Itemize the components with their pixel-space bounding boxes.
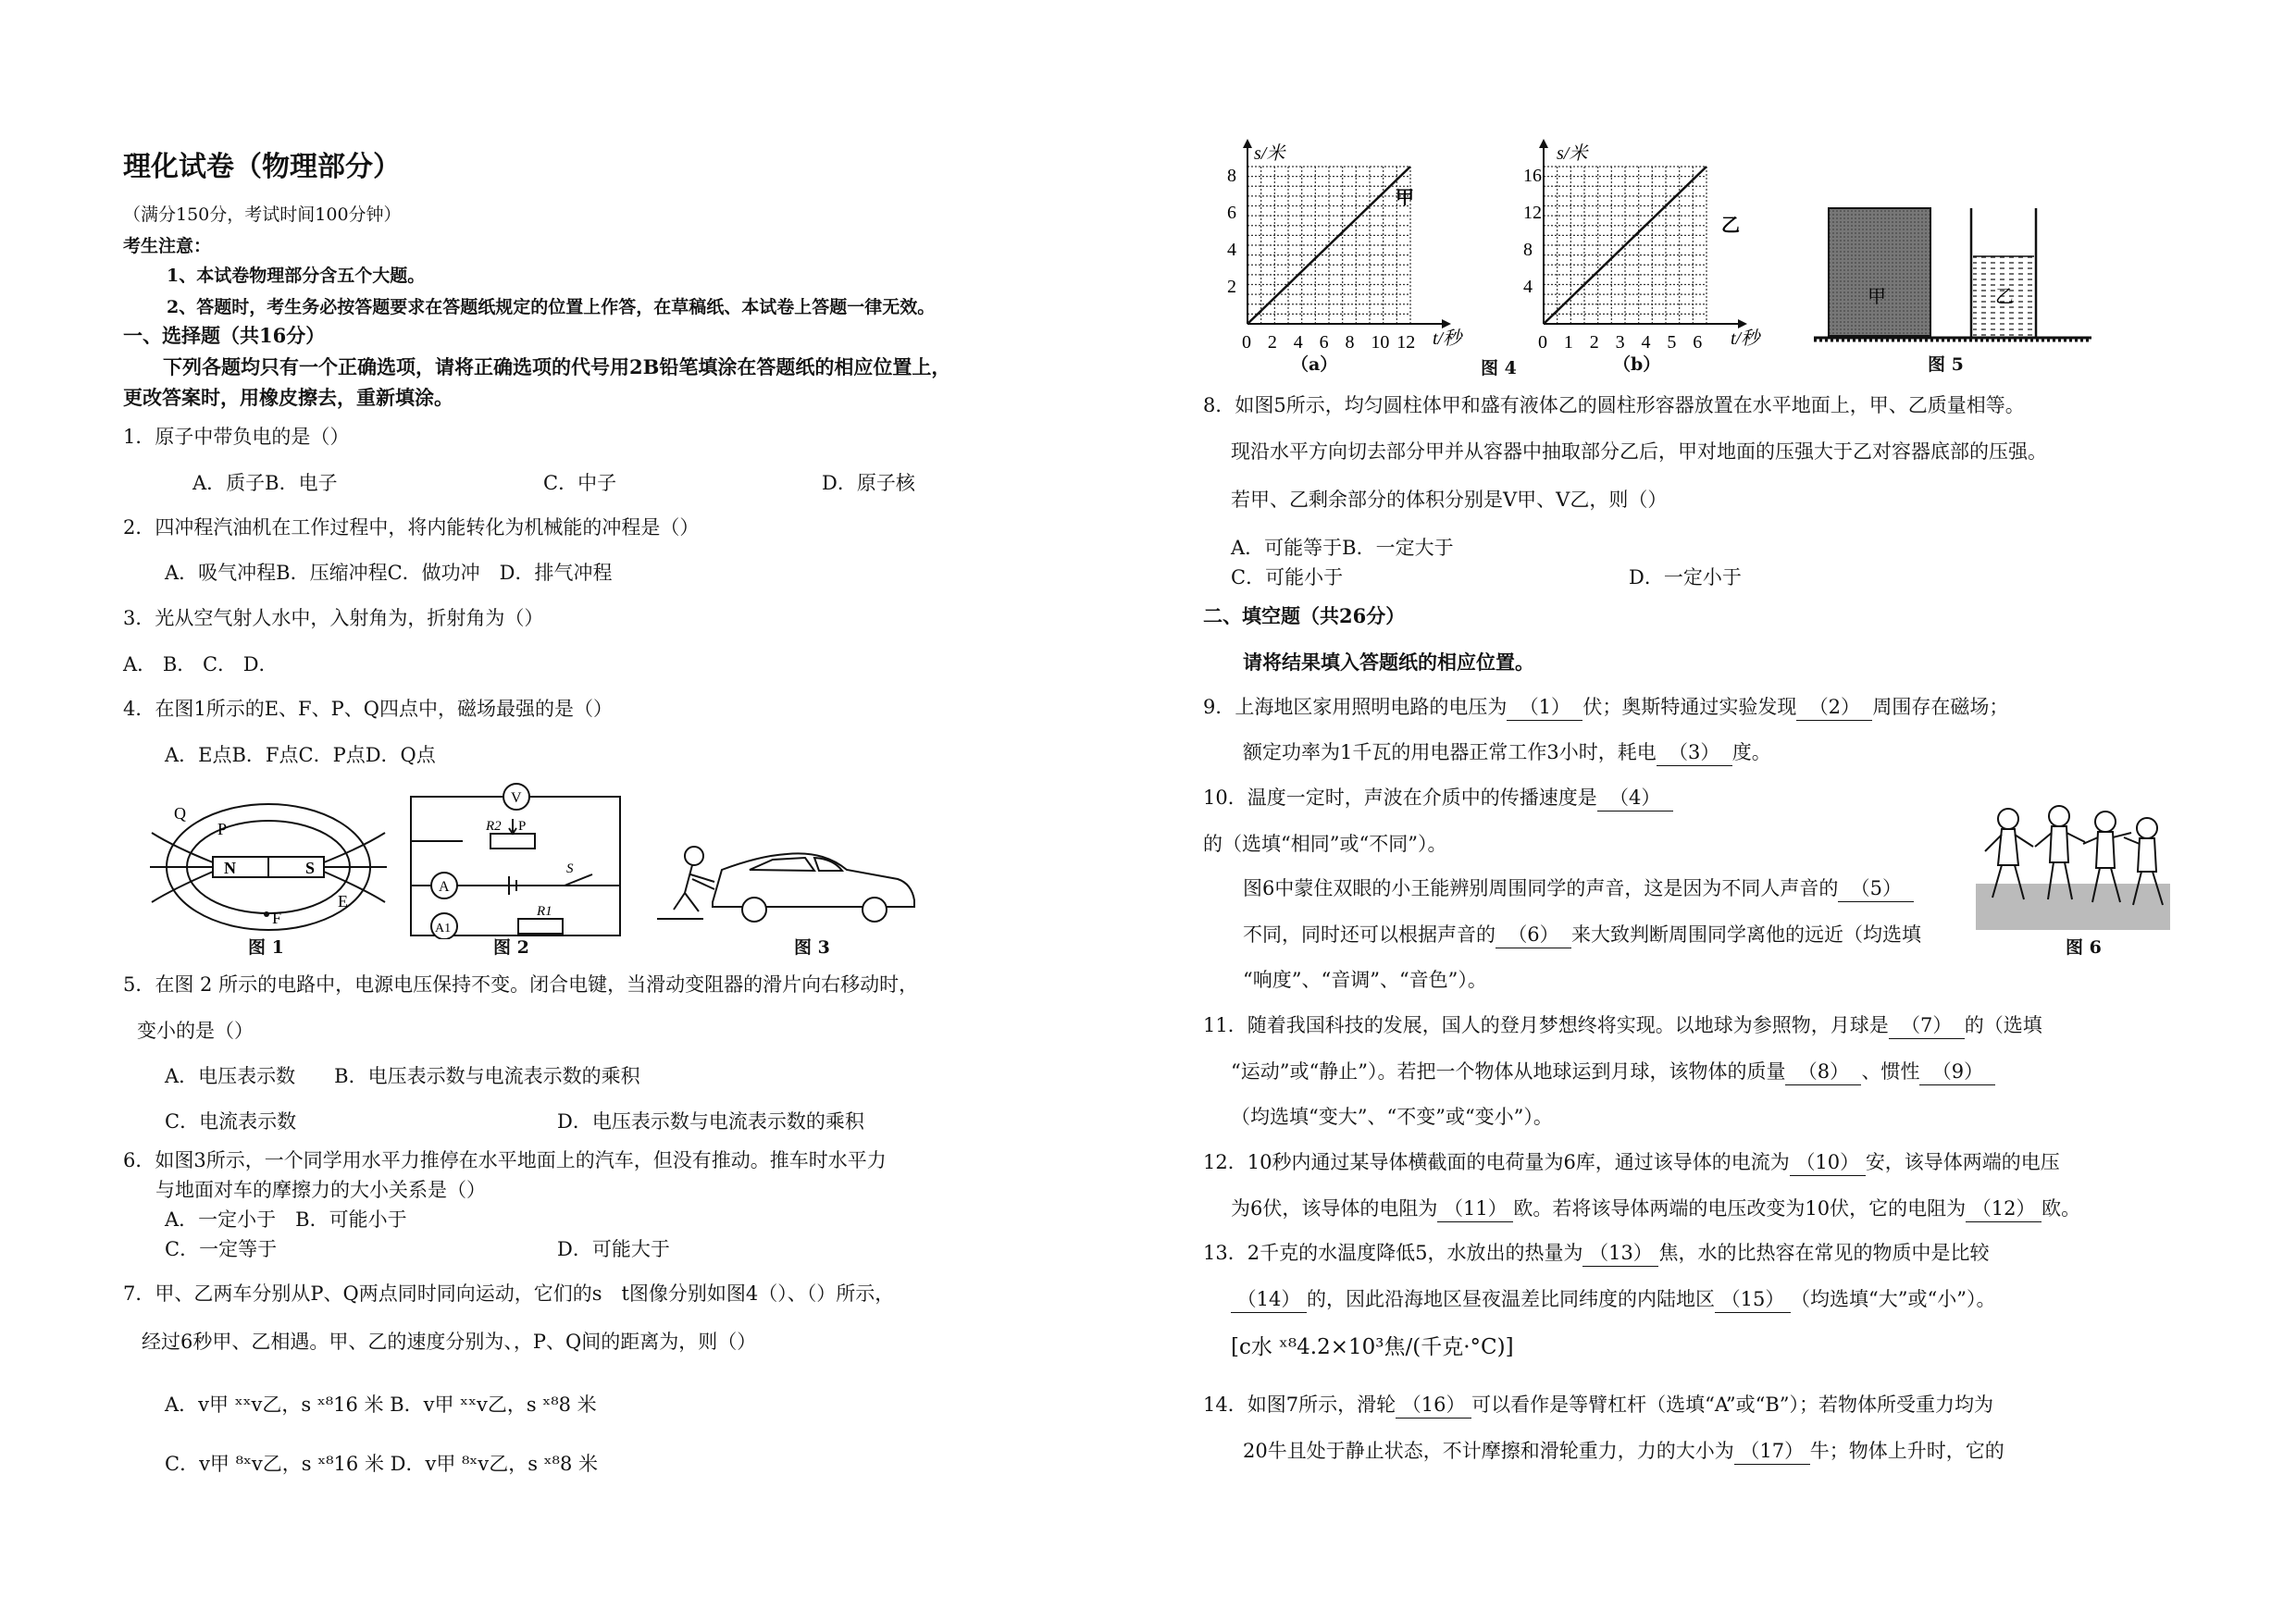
q11-text-1: 11．随着我国科技的发展，国人的登月梦想终将实现。以地球为参照物，月球是 — [1203, 1014, 1889, 1036]
q10-text-5: 来大致判断周围同学离他的远近（均选填 — [1571, 923, 1921, 946]
q9-text-5: 度。 — [1731, 741, 1771, 763]
q10-line-4 — [1243, 922, 1921, 948]
q14-text-3: 20牛且处于静止状态，不计摩擦和滑轮重力，力的大小为 — [1243, 1440, 1734, 1462]
q9-blank-3[interactable]: （3） — [1657, 739, 1732, 766]
section-2-title: 二、填空题（共26分） — [1203, 604, 1406, 627]
q7-option-ab: A．v甲 ˣˣv乙，s ˣ⁸16 米 B．v甲 ˣˣv乙，s ˣ⁸8 米 — [165, 1394, 597, 1416]
q13-text-2: 焦，水的比热容在常见的物质中是比较 — [1658, 1242, 1990, 1264]
figure-4b-chart — [1508, 139, 1786, 361]
q13-line-1 — [1203, 1240, 1989, 1267]
fig4a-ytick: 6 — [1227, 203, 1236, 224]
fig4b-xtick: 6 — [1693, 332, 1703, 353]
q10-text-2: 的（选填“相同”或“不同”）。 — [1203, 833, 1447, 855]
q13-formula: [c水 ˣ⁸4.2×10³焦/(千克·°C)] — [1231, 1335, 1514, 1359]
q5-option-c: C．电流表示数 — [165, 1110, 297, 1133]
section-2-instruction: 请将结果填入答题纸的相应位置。 — [1243, 650, 1534, 674]
q7-stem-1: 7．甲、乙两车分别从P、Q两点同时同向运动，它们的s t图像分别如图4（）、（）所示， — [123, 1282, 895, 1305]
q13-text-4: （均选填“大”或“小”）。 — [1791, 1288, 1996, 1310]
q6-stem-2: 与地面对车的摩擦力的大小关系是（） — [155, 1179, 486, 1201]
fig5-label-jia: 甲 — [1868, 287, 1886, 307]
q2-stem: 2．四冲程汽油机在工作过程中，将内能转化为机械能的冲程是（） — [123, 516, 700, 539]
figure-4-caption: 图 4 — [1481, 358, 1517, 378]
q13-text-1: 13．2千克的水温度降低5，水放出的热量为 — [1203, 1242, 1583, 1264]
q2-options: A．吸气冲程B．压缩冲程C．做功冲 D．排气冲程 — [165, 562, 613, 584]
section-1-title: 一、选择题（共16分） — [123, 324, 326, 347]
fig4b-ytick: 4 — [1523, 277, 1533, 298]
q11-blank-1[interactable]: （7） — [1889, 1012, 1965, 1039]
q1-option-c: C．中子 — [543, 472, 617, 494]
figure-3-caption: 图 3 — [794, 937, 830, 958]
fig1-label-q: Q — [174, 804, 186, 823]
fig4b-ytick: 16 — [1523, 166, 1542, 187]
q14-line-2 — [1243, 1438, 2004, 1465]
q12-blank-2[interactable]: （11） — [1437, 1196, 1513, 1222]
q13-text-3: 的，因此沿海地区昼夜温差比同纬度的内陆地区 — [1307, 1288, 1715, 1310]
q5-stem-2: 变小的是（） — [137, 1020, 254, 1042]
q11-text-2: 的（选填 — [1964, 1014, 2042, 1036]
q6-option-d: D．可能大于 — [557, 1238, 670, 1260]
figure-3-push-car — [648, 828, 925, 930]
q10-blank-2[interactable]: （5） — [1838, 875, 1914, 902]
q10-line-1 — [1203, 785, 1673, 812]
fig4b-series-label: 乙 — [1721, 216, 1740, 236]
q10-text-6: “响度”、“音调”、“音色”）。 — [1243, 969, 1487, 991]
q3-stem: 3．光从空气射人水中，入射角为，折射角为（） — [123, 607, 544, 629]
q5-option-ab: A．电压表示数 B．电压表示数与电流表示数的乘积 — [165, 1065, 640, 1087]
q6-stem-1: 6．如图3所示，一个同学用水平力推停在水平地面上的汽车，但没有推动。推车时水平力 — [123, 1149, 887, 1171]
fig4a-ylabel: s/米 — [1254, 143, 1285, 164]
q4-options: A．E点B．F点C．P点D．Q点 — [165, 744, 436, 766]
q5-option-d: D．电压表示数与电流表示数的乘积 — [557, 1110, 864, 1133]
q13-blank-2[interactable]: （14） — [1231, 1286, 1307, 1313]
q1-stem: 1．原子中带负电的是（） — [123, 426, 350, 448]
fig1-label-n: N — [224, 859, 236, 877]
q11-blank-2[interactable]: （8） — [1785, 1059, 1861, 1085]
figure-2-circuit — [407, 782, 629, 939]
q8-stem-3: 若甲、乙剩余部分的体积分别是V甲、V乙，则（） — [1231, 489, 1668, 511]
q10-text-3: 图6中蒙住双眼的小王能辨别周围同学的声音，这是因为不同人声音的 — [1243, 877, 1839, 899]
q14-blank-2[interactable]: （17） — [1734, 1438, 1810, 1465]
q9-blank-1[interactable]: （1） — [1507, 694, 1582, 721]
q10-blank-1[interactable]: （4） — [1597, 785, 1673, 812]
q9-text-3: 周围存在磁场； — [1872, 696, 2009, 718]
q12-blank-3[interactable]: （12） — [1966, 1196, 2042, 1222]
q11-text-4: 、惯性 — [1861, 1060, 1920, 1083]
fig2-label-v: V — [511, 790, 522, 806]
q7-stem-2: 经过6秒甲、乙相遇。甲、乙的速度分别为、，P、Q间的距离为，则（） — [142, 1331, 757, 1353]
figure-4b-subcaption: （b） — [1613, 354, 1661, 375]
q9-blank-2[interactable]: （2） — [1796, 694, 1872, 721]
figure-4a-subcaption: （a） — [1291, 354, 1338, 375]
q11-line-1 — [1203, 1012, 2042, 1039]
q12-line-1 — [1203, 1149, 2060, 1176]
fig4b-xtick: 0 — [1538, 332, 1547, 353]
fig4a-xtick: 10 — [1371, 332, 1390, 353]
figure-5-caption: 图 5 — [1928, 354, 1964, 375]
fig4a-xtick: 0 — [1242, 332, 1251, 353]
fig4a-ytick: 4 — [1227, 240, 1236, 261]
fig4a-xtick: 8 — [1345, 332, 1355, 353]
fig1-label-p: P — [217, 820, 228, 838]
q12-line-2 — [1231, 1196, 2080, 1222]
fig4b-ytick: 12 — [1523, 203, 1542, 224]
fig4a-xtick: 4 — [1293, 332, 1303, 353]
q13-line-2 — [1231, 1286, 1995, 1313]
figure-6-children — [1976, 796, 2170, 930]
q12-text-5: 欧。 — [2042, 1197, 2081, 1220]
q14-text-1: 14．如图7所示，滑轮 — [1203, 1394, 1396, 1416]
q3-options: A． B． C． D． — [123, 653, 279, 675]
q10-text-1: 10．温度一定时，声波在介质中的传播速度是 — [1203, 787, 1597, 809]
fig2-label-p: P — [518, 819, 527, 834]
fig4a-ytick: 2 — [1227, 277, 1236, 298]
q9-text-4: 额定功率为1千瓦的用电器正常工作3小时，耗电 — [1243, 741, 1657, 763]
fig4a-xtick: 12 — [1396, 332, 1416, 353]
figure-1-magnet — [148, 796, 389, 958]
q6-option-ab: A．一定小于 B．可能小于 — [165, 1208, 407, 1231]
q11-text-5: （均选填“变大”、“不变”或“变小”）。 — [1231, 1106, 1553, 1128]
q13-blank-1[interactable]: （13） — [1582, 1240, 1658, 1267]
figure-1-caption: 图 1 — [248, 937, 284, 958]
fig4b-xlabel: t/秒 — [1731, 328, 1760, 349]
fig1-label-e: E — [338, 892, 348, 911]
fig4a-series-label: 甲 — [1396, 188, 1414, 208]
section-1-instruction-1: 下列各题均只有一个正确选项，请将正确选项的代号用2B铅笔填涂在答题纸的相应位置上， — [163, 355, 951, 378]
q6-option-c: C．一定等于 — [165, 1238, 278, 1260]
fig4a-xtick: 2 — [1267, 332, 1277, 353]
q4-stem: 4．在图1所示的E、F、P、Q四点中，磁场最强的是（） — [123, 698, 613, 720]
q9-line-2 — [1243, 739, 1771, 766]
fig4b-xtick: 4 — [1641, 332, 1651, 353]
figure-4a-chart — [1212, 139, 1490, 361]
q9-text-1: 9．上海地区家用照明电路的电压为 — [1203, 696, 1508, 718]
q14-text-4: 牛；物体上升时，它的 — [1809, 1440, 2004, 1462]
q11-line-2 — [1231, 1059, 1995, 1085]
figure-2-caption: 图 2 — [493, 937, 529, 958]
q8-option-d: D．一定小于 — [1629, 566, 1742, 588]
fig4b-xtick: 5 — [1667, 332, 1677, 353]
q10-text-4: 不同，同时还可以根据声音的 — [1243, 923, 1496, 946]
fig4b-xtick: 1 — [1563, 332, 1573, 353]
fig4a-xtick: 6 — [1319, 332, 1329, 353]
q1-option-d: D．原子核 — [822, 472, 915, 494]
fig2-label-a1: A1 — [435, 922, 452, 935]
fig1-label-f: F — [272, 909, 282, 927]
fig4a-xlabel: t/秒 — [1433, 328, 1462, 349]
q9-line-1 — [1203, 694, 2008, 721]
q11-blank-3[interactable]: （9） — [1919, 1059, 1995, 1085]
q8-stem-2: 现沿水平方向切去部分甲并从容器中抽取部分乙后，甲对地面的压强大于乙对容器底部的压强。 — [1231, 440, 2047, 463]
q8-option-ab: A．可能等于B．一定大于 — [1231, 537, 1454, 559]
q12-text-2: 安，该导体两端的电压 — [1865, 1151, 2060, 1173]
fig2-label-a: A — [439, 879, 450, 895]
q12-blank-1[interactable]: （10） — [1790, 1149, 1866, 1176]
q13-blank-3[interactable]: （15） — [1715, 1286, 1791, 1313]
notice-2: 2、答题时，考生务必按答题要求在答题纸规定的位置上作答，在草稿纸、本试卷上答题一律无效。 — [167, 297, 936, 317]
section-1-instruction-2: 更改答案时，用橡皮擦去，重新填涂。 — [123, 386, 453, 409]
q9-text-2: 伏；奥斯特通过实验发现 — [1582, 696, 1797, 718]
fig4b-xtick: 3 — [1615, 332, 1625, 353]
q5-stem-1: 5．在图 2 所示的电路中，电源电压保持不变。闭合电键，当滑动变阻器的滑片向右移动时， — [123, 973, 919, 996]
page-title: 理化试卷（物理部分） — [123, 151, 401, 183]
q11-text-3: “运动”或“静止”）。若把一个物体从地球运到月球，该物体的质量 — [1231, 1060, 1786, 1083]
fig1-label-s: S — [305, 859, 316, 877]
q1-option-ab: A．质子B．电子 — [192, 472, 338, 494]
q14-blank-1[interactable]: （16） — [1396, 1392, 1471, 1419]
fig2-label-r1: R1 — [537, 904, 552, 919]
q12-text-1: 12．10秒内通过某导体横截面的电荷量为6库，通过该导体的电流为 — [1203, 1151, 1790, 1173]
fig4b-ylabel: s/米 — [1557, 143, 1588, 164]
figure-5-cylinders — [1814, 199, 2091, 347]
fig4b-xtick: 2 — [1589, 332, 1599, 353]
q8-stem-1: 8．如图5所示，均匀圆柱体甲和盛有液体乙的圆柱形容器放置在水平地面上，甲、乙质量相等。 — [1203, 394, 2025, 416]
fig2-label-s: S — [566, 861, 574, 876]
q14-text-2: 可以看作是等臂杠杆（选填“A”或“B”）；若物体所受重力均为 — [1471, 1394, 1994, 1416]
fig4a-ytick: 8 — [1227, 166, 1236, 187]
q7-option-cd: C．v甲 ⁸ˣv乙，s ˣ⁸16 米 D．v甲 ⁸ˣv乙，s ˣ⁸8 米 — [165, 1453, 598, 1475]
q10-line-3 — [1243, 875, 1914, 902]
q8-option-c: C．可能小于 — [1231, 566, 1344, 588]
q12-text-3: 为6伏，该导体的电阻为 — [1231, 1197, 1438, 1220]
fig5-label-yi: 乙 — [1995, 287, 2014, 307]
notice-title: 考生注意： — [123, 236, 212, 256]
exam-subtitle: （满分150分，考试时间100分钟） — [123, 204, 402, 225]
fig2-label-r2: R2 — [486, 819, 502, 834]
figure-6-caption: 图 6 — [2066, 937, 2102, 958]
q14-line-1 — [1203, 1392, 1993, 1419]
q12-text-4: 欧。若将该导体两端的电压改变为10伏，它的电阻为 — [1513, 1197, 1967, 1220]
fig4b-ytick: 8 — [1523, 240, 1533, 261]
q10-blank-3[interactable]: （6） — [1496, 922, 1571, 948]
notice-1: 1、本试卷物理部分含五个大题。 — [167, 266, 426, 286]
